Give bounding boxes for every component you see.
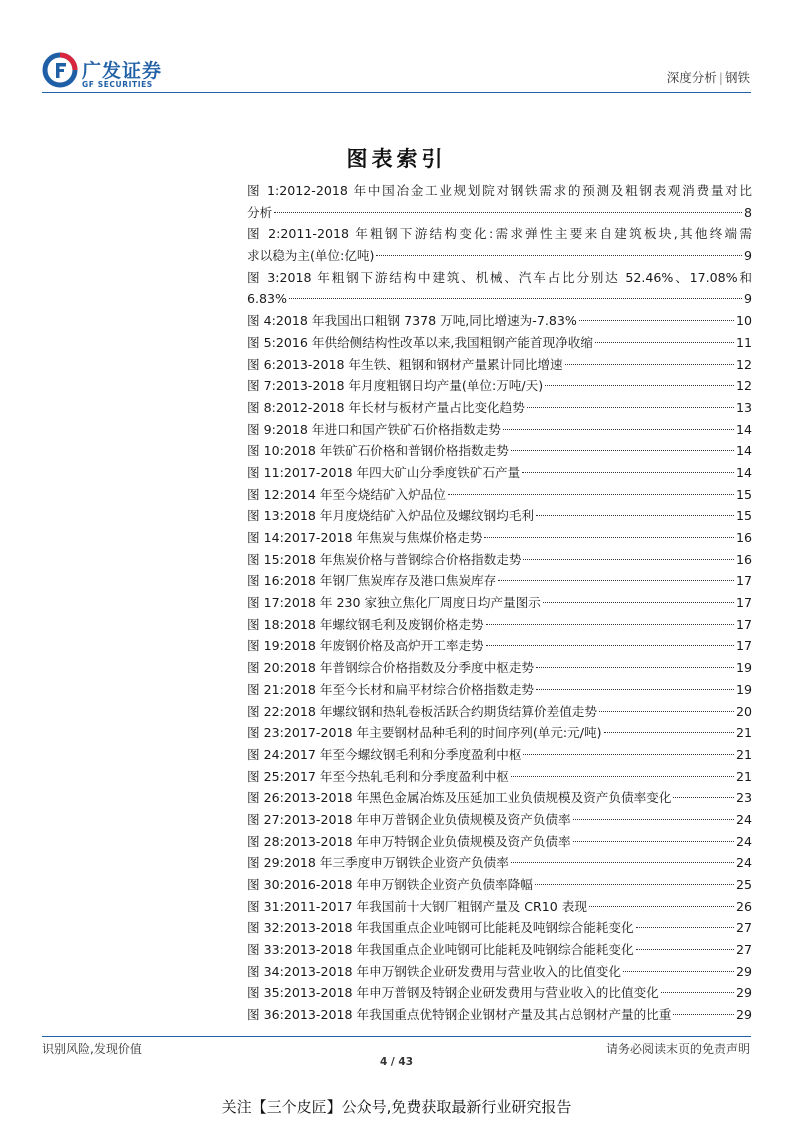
toc-page-number: 15 [735, 508, 752, 524]
promo-banner: 关注【三个皮匠】公众号,免费获取最新行业研究报告 [221, 1098, 572, 1116]
toc-entry-text: 图 2:2011-2018 年粗钢下游结构变化:需求弹性主要来自建筑板块,其他终端需 [247, 226, 752, 242]
toc-entry[interactable] [247, 505, 752, 527]
toc-entry-row [247, 288, 752, 310]
toc-entry-row [247, 310, 752, 332]
toc-entry[interactable] [247, 180, 752, 223]
toc-leader-dots [274, 212, 742, 213]
toc-page-number: 9 [743, 291, 752, 307]
toc-page-number: 29 [735, 963, 752, 979]
toc-leader-dots [511, 776, 734, 777]
toc-entry[interactable] [247, 419, 752, 441]
toc-page-number: 19 [735, 660, 752, 676]
toc-entry-text: 图 30:2016-2018 年申万钢铁企业资产负债率降幅 [247, 877, 533, 892]
toc-leader-dots [503, 429, 734, 430]
toc-entry[interactable] [247, 397, 752, 419]
toc-page-number: 8 [743, 204, 752, 220]
toc-entry[interactable] [247, 701, 752, 723]
gf-logo-icon [42, 52, 78, 88]
toc-page-number: 17 [735, 573, 752, 589]
toc-leader-dots [448, 494, 734, 495]
toc-leader-dots [523, 754, 734, 755]
toc-entry-row [247, 657, 752, 679]
toc-entry-row [247, 852, 752, 874]
toc-entry[interactable] [247, 657, 752, 679]
toc-entry-text: 6.83% [247, 291, 288, 307]
toc-entry-text: 图 18:2018 年螺纹钢毛利及废钢价格走势 [247, 616, 484, 632]
footer-disclaimer-note: 请务必阅读末页的免责声明 [605, 1042, 750, 1056]
toc-entry-text: 图 20:2018 年普钢综合价格指数及分季度中枢走势 [247, 660, 535, 676]
toc-leader-dots [511, 862, 734, 863]
toc-leader-dots [376, 255, 742, 256]
toc-page-number: 20 [735, 703, 752, 719]
page-number: 4 / 43 [379, 1056, 414, 1068]
toc-entry-row [247, 722, 752, 744]
toc-entry[interactable] [247, 1004, 752, 1026]
toc-entry-text: 分析 [247, 204, 273, 220]
toc-page-number: 19 [735, 681, 752, 697]
toc-entry[interactable] [247, 874, 752, 896]
toc-page-number: 16 [735, 551, 752, 567]
toc-page-number: 17 [735, 616, 752, 632]
toc-page-number: 14 [735, 443, 752, 459]
toc-leader-dots [289, 298, 742, 299]
toc-page-number: 26 [735, 898, 752, 914]
brand-logo [42, 52, 172, 92]
toc-entry[interactable] [247, 831, 752, 853]
toc-leader-dots [565, 364, 734, 365]
toc-page-number: 9 [743, 248, 752, 264]
toc-entry[interactable] [247, 484, 752, 506]
toc-entry-text: 图 32:2013-2018 年我国重点企业吨钢可比能耗及吨钢综合能耗变化 [247, 920, 634, 936]
toc-page-number: 14 [735, 464, 752, 480]
toc-leader-dots [523, 559, 734, 560]
toc-entry[interactable] [247, 332, 752, 354]
header-separator: | [718, 70, 723, 85]
toc-entry-row [247, 917, 752, 939]
toc-page-number: 15 [735, 486, 752, 502]
toc-entry-text: 图 27:2013-2018 年申万普钢企业负债规模及资产负债率 [247, 811, 571, 827]
toc-entry-text: 图 8:2012-2018 年长材与板材产量占比变化趋势 [247, 399, 525, 415]
toc-entry-text: 图 12:2014 年至今烧结矿入炉品位 [247, 486, 446, 502]
toc-entry-row [247, 592, 752, 614]
toc-entry[interactable] [247, 267, 752, 310]
toc-entry[interactable] [247, 592, 752, 614]
toc-entry-text: 图 29:2018 年三季度申万钢铁企业资产负债率 [247, 855, 509, 871]
logo-chinese-name: 广发证券 [82, 60, 163, 82]
toc-entry-text: 图 1:2012-2018 年中国冶金工业规划院对钢铁需求的预测及粗钢表观消费量对比 [247, 183, 752, 198]
footer-slogan: 识别风险,发现价值 [42, 1042, 142, 1056]
toc-entry[interactable] [247, 939, 752, 961]
toc-entry[interactable] [247, 635, 752, 657]
toc-entry-row [247, 484, 752, 506]
toc-entry[interactable] [247, 787, 752, 809]
toc-entry-text: 图 24:2017 年至今螺纹钢毛利和分季度盈利中枢 [247, 746, 522, 762]
toc-leader-dots [579, 320, 734, 321]
toc-leader-dots [661, 992, 734, 993]
toc-entry-row [247, 744, 752, 766]
toc-page-number: 25 [735, 877, 752, 892]
toc-entry-row [247, 874, 752, 896]
toc-entry-row [247, 787, 752, 809]
toc-leader-dots [522, 472, 734, 473]
toc-leader-dots [511, 450, 734, 451]
toc-entry-row [247, 397, 752, 419]
toc-entry[interactable] [247, 679, 752, 701]
toc-entry-row [247, 635, 752, 657]
toc-entry-text: 图 28:2013-2018 年申万特钢企业负债规模及资产负债率 [247, 833, 571, 849]
toc-page-number: 16 [735, 530, 752, 545]
toc-entry-row [247, 896, 752, 918]
toc-leader-dots [573, 841, 734, 842]
toc-entry[interactable] [247, 223, 752, 266]
toc-entry-text: 图 4:2018 年我国出口粗钢 7378 万吨,同比增速为-7.83% [247, 313, 577, 329]
toc-entry-row [247, 570, 752, 592]
toc-page-number: 17 [735, 595, 752, 611]
toc-entry-row [247, 440, 752, 462]
toc-page-number: 29 [735, 1007, 752, 1023]
toc-leader-dots [486, 645, 734, 646]
toc-page-number: 27 [735, 942, 752, 958]
toc-entry[interactable] [247, 961, 752, 983]
toc-page-number: 13 [735, 399, 752, 415]
toc-entry[interactable] [247, 310, 752, 332]
toc-entry-row [247, 614, 752, 636]
toc-entry-row [247, 375, 752, 397]
toc-page-number: 24 [735, 855, 752, 871]
toc-entry[interactable] [247, 896, 752, 918]
toc-entry[interactable] [247, 982, 752, 1004]
toc-entry-text: 图 7:2013-2018 年月度粗钢日均产量(单位:万吨/天) [247, 378, 544, 394]
toc-entry-row [247, 701, 752, 723]
toc-entry-row [247, 245, 752, 267]
toc-leader-dots [545, 385, 734, 386]
toc-entry-text: 图 16:2018 年钢厂焦炭库存及港口焦炭库存 [247, 573, 497, 589]
toc-entry-text: 图 15:2018 年焦炭价格与普钢综合价格指数走势 [247, 551, 522, 567]
report-category [667, 68, 750, 86]
toc-entry-row [247, 462, 752, 484]
toc-leader-dots [536, 667, 734, 668]
toc-page-number: 11 [735, 334, 752, 350]
toc-page-number: 10 [735, 313, 752, 329]
toc-leader-dots [527, 407, 734, 408]
toc-entry-row [247, 679, 752, 701]
toc-leader-dots [573, 819, 734, 820]
toc-entry[interactable] [247, 614, 752, 636]
toc-leader-dots [599, 711, 734, 712]
toc-leader-dots [536, 515, 734, 516]
toc-page-number: 21 [735, 768, 752, 784]
toc-entry[interactable] [247, 375, 752, 397]
toc-leader-dots [636, 927, 734, 928]
logo-english-name: GF SECURITIES [82, 80, 153, 89]
toc-page-number: 14 [735, 421, 752, 437]
report-type: 深度分析 [666, 70, 717, 85]
toc-page-number: 23 [735, 790, 752, 806]
toc-entry[interactable] [247, 722, 752, 744]
toc-entry-row [247, 1004, 752, 1026]
toc-entry[interactable] [247, 549, 752, 571]
figure-index [247, 180, 752, 1026]
toc-entry-text: 图 6:2013-2018 年生铁、粗钢和钢材产量累计同比增速 [247, 356, 563, 372]
toc-entry-text: 图 3:2018 年粗钢下游结构中建筑、机械、汽车占比分别达 52.46%、17.08%和 [247, 269, 752, 285]
toc-entry[interactable] [247, 570, 752, 592]
toc-entry[interactable] [247, 917, 752, 939]
toc-page-number: 12 [735, 378, 752, 394]
toc-entry-row [247, 202, 752, 224]
toc-leader-dots [543, 602, 734, 603]
toc-leader-dots [623, 971, 734, 972]
toc-leader-dots [484, 537, 734, 538]
toc-entry-text: 图 14:2017-2018 年焦炭与焦煤价格走势 [247, 530, 483, 545]
toc-leader-dots [595, 342, 734, 343]
toc-entry-text: 图 34:2013-2018 年申万钢铁企业研发费用与营业收入的比值变化 [247, 963, 621, 979]
toc-entry-text: 图 17:2018 年 230 家独立焦化厂周度日均产量图示 [247, 595, 541, 611]
toc-entry-row [247, 939, 752, 961]
toc-entry-text: 图 22:2018 年螺纹钢和热轧卷板活跃合约期货结算价差值走势 [247, 703, 597, 719]
report-sector: 钢铁 [724, 70, 750, 85]
toc-entry-text: 图 11:2017-2018 年四大矿山分季度铁矿石产量 [247, 464, 521, 480]
toc-entry-row [247, 982, 752, 1004]
toc-entry-text: 图 9:2018 年进口和国产铁矿石价格指数走势 [247, 421, 501, 437]
toc-leader-dots [498, 580, 734, 581]
toc-entry-text: 图 10:2018 年铁矿石价格和普钢价格指数走势 [247, 443, 509, 459]
page-title: 图表索引 [346, 147, 447, 171]
toc-entry-text: 图 19:2018 年废钢价格及高炉开工率走势 [247, 638, 484, 654]
toc-entry-text: 图 21:2018 年至今长材和扁平材综合价格指数走势 [247, 681, 535, 697]
toc-entry-text: 图 25:2017 年至今热轧毛利和分季度盈利中枢 [247, 768, 509, 784]
toc-entry-row [247, 831, 752, 853]
toc-leader-dots [486, 624, 734, 625]
toc-page-number: 24 [735, 833, 752, 849]
toc-entry-row [247, 766, 752, 788]
toc-entry-row [247, 527, 752, 549]
toc-entry[interactable] [247, 462, 752, 484]
toc-entry-text: 图 13:2018 年月度烧结矿入炉品位及螺纹钢均毛利 [247, 508, 535, 524]
toc-entry-text: 图 35:2013-2018 年申万普钢及特钢企业研发费用与营业收入的比值变化 [247, 985, 659, 1001]
toc-entry-row [247, 549, 752, 571]
header-divider [42, 92, 751, 93]
toc-entry[interactable] [247, 354, 752, 376]
toc-entry-text: 图 31:2011-2017 年我国前十大钢厂粗钢产量及 CR10 表现 [247, 898, 587, 914]
toc-page-number: 27 [735, 920, 752, 936]
toc-page-number: 21 [735, 746, 752, 762]
toc-leader-dots [673, 1014, 734, 1015]
toc-entry-text: 图 36:2013-2018 年我国重点优特钢企业钢材产量及其占总钢材产量的比重 [247, 1007, 672, 1023]
toc-entry-text: 图 23:2017-2018 年主要钢材品种毛利的时间序列(单元:元/吨) [247, 725, 602, 741]
toc-entry-row [247, 419, 752, 441]
toc-entry[interactable] [247, 809, 752, 831]
toc-entry[interactable] [247, 440, 752, 462]
toc-leader-dots [636, 949, 734, 950]
toc-entry-text: 图 26:2013-2018 年黑色金属冶炼及压延加工业负债规模及资产负债率变化 [247, 790, 672, 806]
toc-entry-text: 图 33:2013-2018 年我国重点企业吨钢可比能耗及吨钢综合能耗变化 [247, 942, 634, 958]
toc-page-number: 12 [735, 356, 752, 372]
toc-leader-dots [673, 797, 734, 798]
toc-leader-dots [589, 906, 734, 907]
toc-entry-row [247, 961, 752, 983]
toc-page-number: 17 [735, 638, 752, 654]
toc-entry-row [247, 505, 752, 527]
toc-page-number: 21 [735, 725, 752, 741]
toc-entry-text: 求以稳为主(单位:亿吨) [247, 248, 375, 264]
toc-entry[interactable] [247, 852, 752, 874]
toc-leader-dots [536, 689, 734, 690]
toc-entry-text: 图 5:2016 年供给侧结构性改革以来,我国粗钢产能首现净收缩 [247, 334, 593, 350]
toc-entry-row [247, 354, 752, 376]
toc-page-number: 24 [735, 811, 752, 827]
toc-entry[interactable] [247, 527, 752, 549]
toc-entry-row [247, 809, 752, 831]
toc-leader-dots [604, 732, 734, 733]
toc-leader-dots [535, 884, 734, 885]
toc-entry[interactable] [247, 766, 752, 788]
toc-entry-row [247, 332, 752, 354]
toc-entry[interactable] [247, 744, 752, 766]
footer-divider [42, 1036, 751, 1037]
toc-page-number: 29 [735, 985, 752, 1001]
